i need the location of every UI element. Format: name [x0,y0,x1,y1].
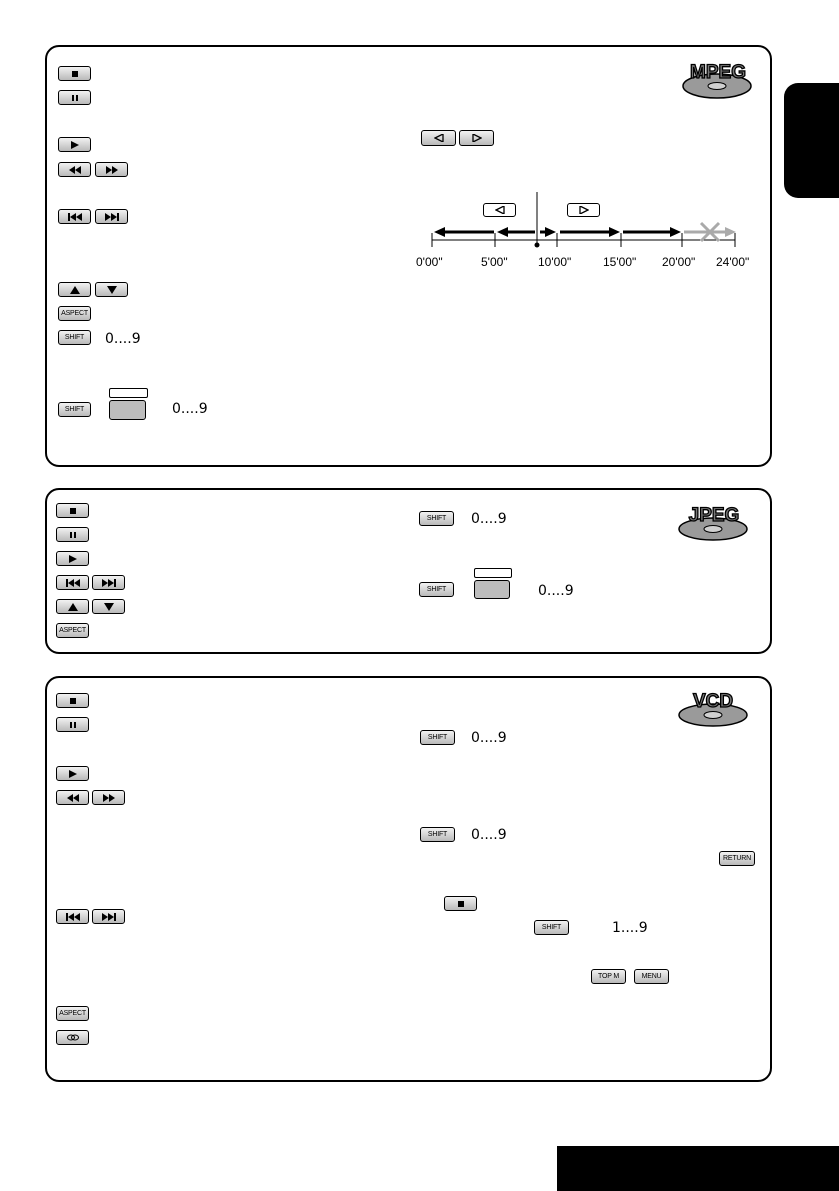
vcd-disc-label: VCD [692,691,734,712]
down-button[interactable] [95,282,128,297]
aspect-button-label: ASPECT [59,1010,86,1017]
number-button-range: 0....9 [471,827,507,843]
vcd-disc-icon [675,686,753,728]
number-button-range: 0....9 [471,730,507,746]
timeline-tick-label: 5'00" [481,255,508,269]
shift-button[interactable] [420,730,455,745]
shift-button-label: SHIFT [64,334,85,341]
aspect-button-label: ASPECT [59,627,86,634]
timeline-tick-label: 10'00" [538,255,572,269]
return-button[interactable] [719,851,755,866]
aspect-button[interactable] [56,623,89,638]
skip-forward-button[interactable] [92,909,125,924]
skip-forward-button[interactable] [92,575,125,590]
skip-forward-icon [101,913,117,921]
shift-button-label: SHIFT [426,515,447,522]
reverse-search-button[interactable] [58,162,91,177]
fast-forward-icon [102,794,116,802]
stop-icon [69,697,77,705]
forward-triangle-icon [472,134,482,142]
blank-function-button[interactable] [474,580,510,599]
pause-icon [71,94,79,102]
up-button[interactable] [56,599,89,614]
shift-button[interactable] [419,511,454,526]
color-indicator-bar [109,388,148,398]
stop-button[interactable] [444,896,477,911]
pause-button[interactable] [56,527,89,542]
stop-icon [71,70,79,78]
shift-button[interactable] [58,402,91,417]
timeline-tick-label: 20'00" [662,255,696,269]
stop-icon [457,900,465,908]
aspect-button-label: ASPECT [61,310,88,317]
down-arrow-icon [107,286,117,294]
rewind-icon [66,794,80,802]
blank-function-button[interactable] [109,400,146,420]
mpeg-disc-icon [680,58,758,100]
pause-icon [69,531,77,539]
shift-button-label: SHIFT [541,924,562,931]
skip-timeline-diagram [420,192,750,252]
number-button-range: 0....9 [105,331,141,347]
timeline-tick-label: 24'00" [716,255,750,269]
skip-forward-button[interactable] [95,209,128,224]
pause-button[interactable] [56,717,89,732]
page-footer-bar [557,1146,839,1191]
timeline-tick-label: 15'00" [603,255,637,269]
number-button-range: 1....9 [612,920,648,936]
stop-button[interactable] [56,503,89,518]
shift-button[interactable] [58,330,91,345]
top-menu-button[interactable] [591,969,626,984]
skip-forward-icon [104,213,120,221]
up-button[interactable] [58,282,91,297]
stop-button[interactable] [56,693,89,708]
skip-back-button[interactable] [56,909,89,924]
number-button-range: 0....9 [538,583,574,599]
vcd-panel [45,676,772,1082]
shift-button-label: SHIFT [427,734,448,741]
shift-button[interactable] [420,827,455,842]
down-button[interactable] [92,599,125,614]
small-back-button[interactable] [421,130,456,146]
menu-button[interactable] [634,969,669,984]
number-button-range: 0....9 [172,401,208,417]
fast-forward-icon [105,166,119,174]
shift-button[interactable] [534,920,569,935]
timeline-tick-label: 0'00" [416,255,443,269]
jpeg-disc-label: JPEG [688,505,740,526]
reverse-search-button[interactable] [56,790,89,805]
shift-button-label: SHIFT [427,831,448,838]
play-icon [70,141,80,149]
jpeg-panel [45,488,772,654]
jpeg-disc-icon [675,500,753,542]
audio-dual-icon [66,1034,80,1041]
shift-button[interactable] [419,582,454,597]
shift-button-label: SHIFT [64,406,85,413]
forward-search-button[interactable] [95,162,128,177]
skip-back-icon [65,913,81,921]
aspect-button[interactable] [58,306,91,321]
play-button[interactable] [56,766,89,781]
up-arrow-icon [70,286,80,294]
stop-icon [69,507,77,515]
stop-button[interactable] [58,66,91,81]
pause-button[interactable] [58,90,91,105]
pause-icon [69,721,77,729]
aspect-button[interactable] [56,1006,89,1021]
play-icon [68,770,78,778]
number-button-range: 0....9 [471,511,507,527]
skip-back-icon [65,579,81,587]
skip-back-button[interactable] [56,575,89,590]
play-button[interactable] [58,137,91,152]
small-forward-button[interactable] [459,130,494,146]
play-button[interactable] [56,551,89,566]
shift-button-label: SHIFT [426,586,447,593]
forward-search-button[interactable] [92,790,125,805]
skip-back-icon [67,213,83,221]
top-menu-button-label: TOP M [598,973,619,980]
color-indicator-bar [474,568,512,578]
audio-button[interactable] [56,1030,89,1045]
skip-forward-icon [101,579,117,587]
return-button-label: RETURN [723,855,751,862]
rewind-icon [68,166,82,174]
play-icon [68,555,78,563]
up-arrow-icon [68,603,78,611]
skip-back-button[interactable] [58,209,91,224]
mpeg-disc-label: MPEG [690,62,746,83]
language-tab [784,83,839,198]
down-arrow-icon [104,603,114,611]
menu-button-label: MENU [641,973,662,980]
back-triangle-icon [434,134,444,142]
